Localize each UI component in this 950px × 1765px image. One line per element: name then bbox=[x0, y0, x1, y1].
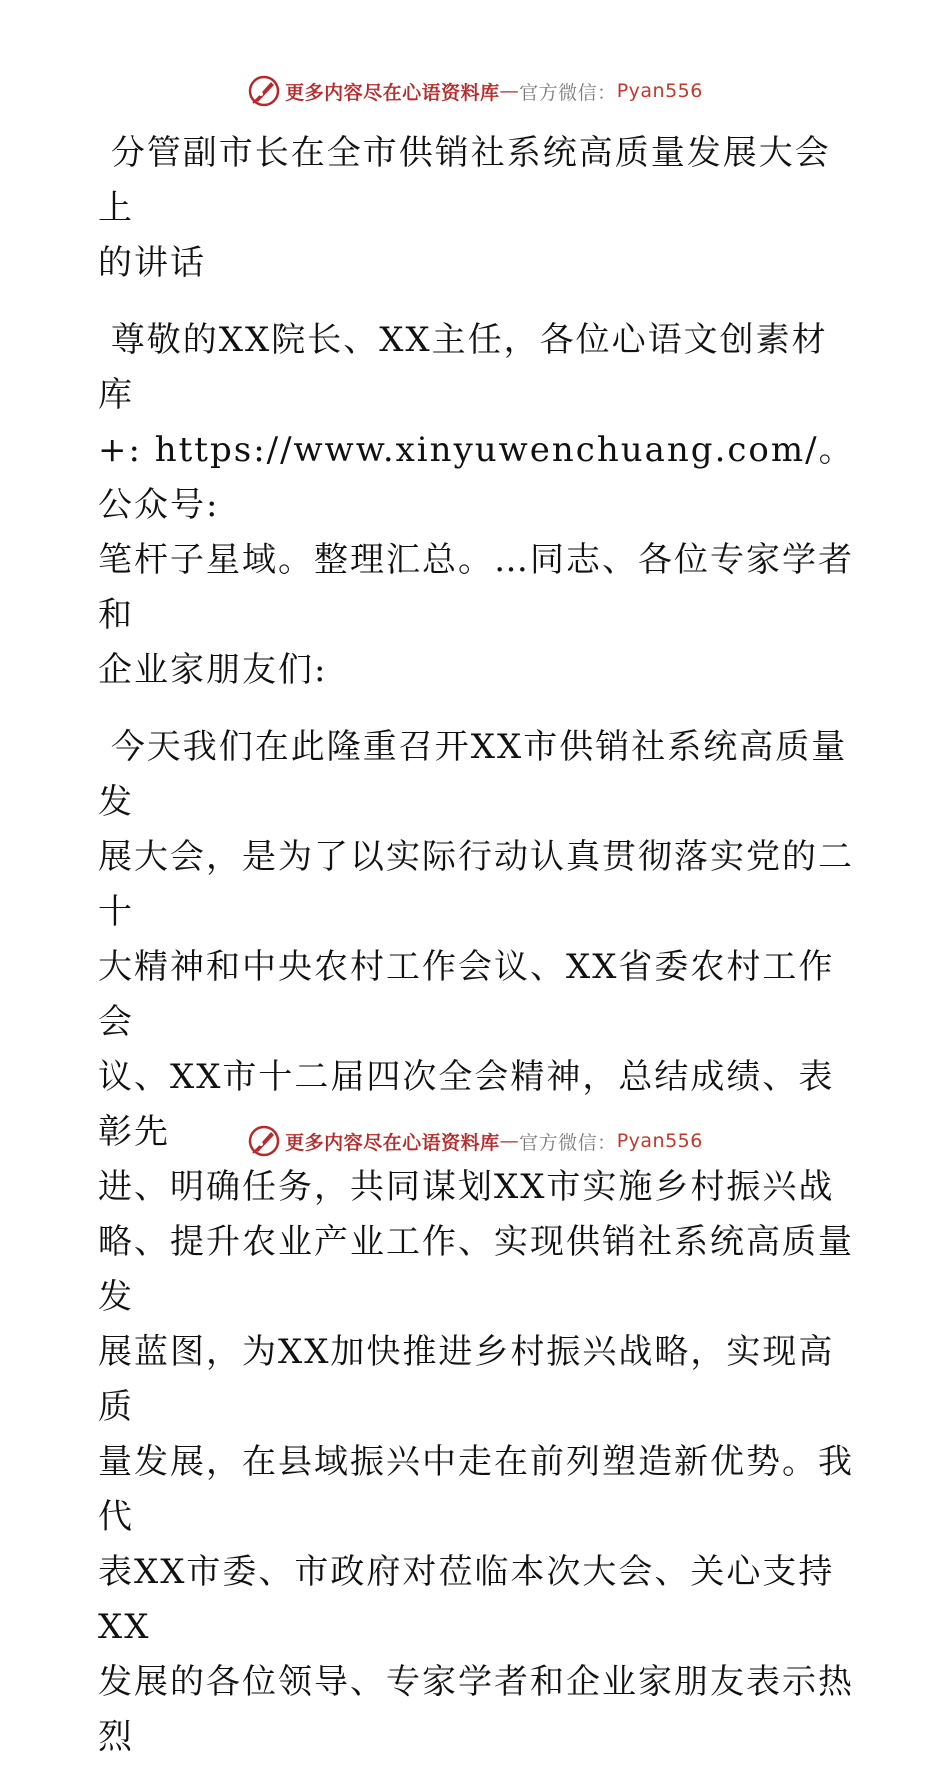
text-line: 议、XX市十二届四次全会精神，总结成绩、表彰先 bbox=[98, 1057, 835, 1152]
watermark-label: 官方微信： bbox=[519, 1131, 617, 1154]
text-line: 尊敬的XX院长、XX主任，各位心语文创素材库 bbox=[98, 320, 828, 415]
footer-watermark bbox=[0, 1124, 950, 1158]
title-line: 的讲话 bbox=[98, 243, 206, 283]
salutation-paragraph bbox=[98, 313, 858, 698]
watermark-main-text: 更多内容尽在心语资料库 bbox=[285, 1131, 500, 1154]
logo-quill-icon bbox=[247, 74, 281, 108]
text-line: 笔杆子星域。整理汇总。…同志、各位专家学者和 bbox=[98, 540, 854, 635]
text-line: 大精神和中央农村工作会议、XX省委农村工作会 bbox=[98, 947, 835, 1042]
text-line: 进、明确任务，共同谋划XX市实施乡村振兴战 bbox=[98, 1167, 835, 1207]
text-line: 展蓝图，为XX加快推进乡村振兴战略，实现高质 bbox=[98, 1332, 835, 1427]
text-line: 量发展，在县域振兴中走在前列塑造新优势。我代 bbox=[98, 1442, 854, 1537]
watermark-dash: — bbox=[499, 80, 520, 102]
watermark-id: Pyan556 bbox=[616, 1130, 703, 1152]
text-line: 展大会，是为了以实际行动认真贯彻落实党的二十 bbox=[98, 837, 854, 932]
watermark-main-text: 更多内容尽在心语资料库 bbox=[285, 81, 500, 104]
watermark-dash: — bbox=[499, 1130, 520, 1152]
watermark-label: 官方微信： bbox=[519, 81, 617, 104]
text-line: 表XX市委、市政府对莅临本次大会、关心支持XX bbox=[98, 1552, 835, 1647]
header-watermark bbox=[0, 74, 950, 108]
text-line: 今天我们在此隆重召开XX市供销社系统高质量发 bbox=[98, 727, 848, 822]
text-line: +: https://www.xinyuwenchuang.com/。公众号: bbox=[98, 430, 855, 525]
document-content bbox=[98, 126, 858, 1765]
text-line: 企业家朋友们: bbox=[98, 650, 328, 690]
watermark-id: Pyan556 bbox=[616, 80, 703, 102]
text-line: 略、提升农业产业工作、实现供销社系统高质量发 bbox=[98, 1222, 854, 1317]
text-line: 发展的各位领导、专家学者和企业家朋友表示热烈 bbox=[98, 1662, 854, 1757]
document-title bbox=[98, 126, 858, 291]
body-paragraph bbox=[98, 720, 858, 1765]
logo-quill-icon bbox=[247, 1124, 281, 1158]
title-line: 分管副市长在全市供销社系统高质量发展大会上 bbox=[98, 133, 831, 228]
